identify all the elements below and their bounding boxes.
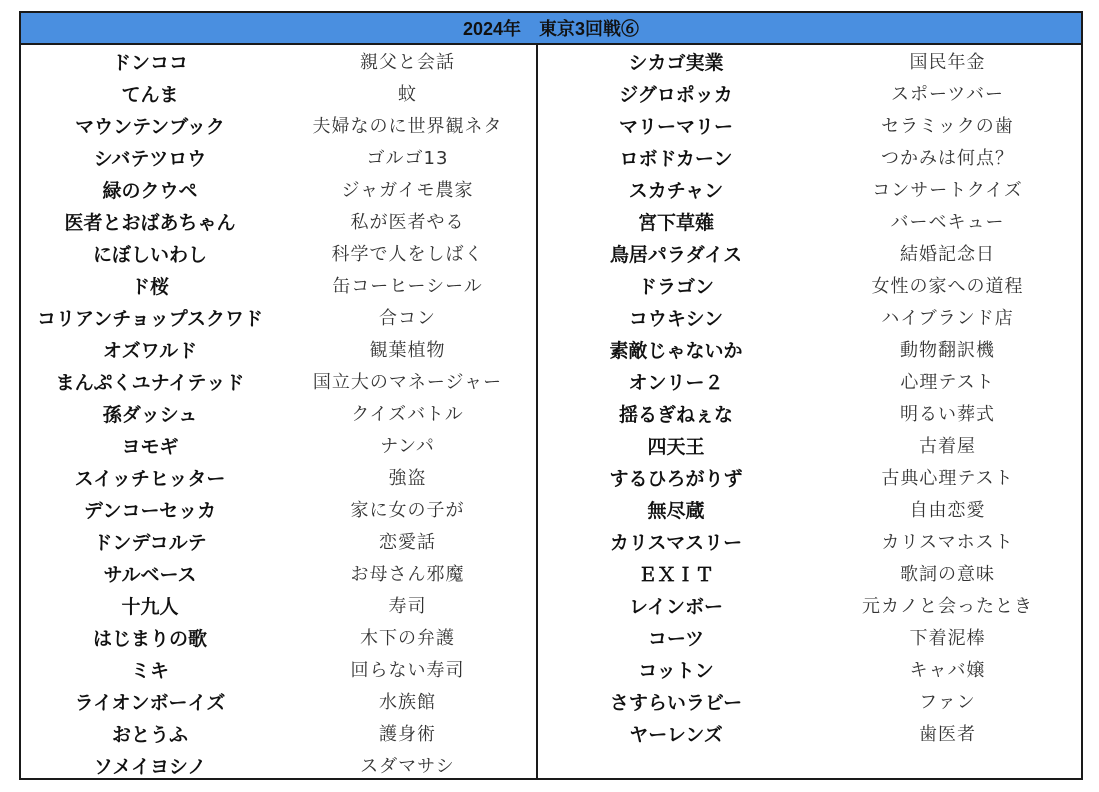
bit-topic: ハイブランド店 xyxy=(881,308,1014,329)
bit-topic: スポーツバー xyxy=(891,84,1004,105)
performer-name: コーツ xyxy=(647,627,705,650)
bit-topic: クイズバトル xyxy=(351,404,464,425)
performer-name: さすらいラビー xyxy=(609,691,743,714)
bit-topic: 国民年金 xyxy=(909,52,986,73)
table-row xyxy=(538,589,1081,621)
table-row xyxy=(21,621,536,653)
performer-name: ヨモギ xyxy=(121,435,179,458)
bit-topic: ゴルゴ13 xyxy=(366,148,449,169)
table-row xyxy=(538,685,1081,717)
table-row xyxy=(21,173,536,205)
performer-name: ライオンボーイズ xyxy=(74,691,226,714)
bit-topic: 水族館 xyxy=(379,692,436,713)
bit-topic: 夫婦なのに世界観ネタ xyxy=(312,116,503,137)
table-row xyxy=(21,589,536,621)
table-row xyxy=(21,749,536,781)
performer-name: スカチャン xyxy=(628,179,724,202)
bit-topic: 下着泥棒 xyxy=(909,628,986,649)
performer-name: ド桜 xyxy=(130,275,169,298)
bit-topic: 缶コーヒーシール xyxy=(332,276,483,297)
table-row xyxy=(538,333,1081,365)
bit-topic: お母さん邪魔 xyxy=(350,564,465,585)
performer-name: にぼしいわし xyxy=(92,243,207,266)
bit-topic: スダマサシ xyxy=(360,756,455,777)
table-row xyxy=(538,397,1081,429)
right-column xyxy=(538,45,1081,778)
performer-name: 孫ダッシュ xyxy=(102,403,198,426)
performer-name: 医者とおばあちゃん xyxy=(64,211,236,234)
table-row xyxy=(21,141,536,173)
table-row xyxy=(538,77,1081,109)
table-row xyxy=(21,557,536,589)
performer-name: ヤーレンズ xyxy=(629,723,723,746)
table-row xyxy=(21,301,536,333)
table-row xyxy=(538,269,1081,301)
performer-name: デンコーセッカ xyxy=(83,499,217,522)
bit-topic: 元カノと会ったとき xyxy=(862,596,1033,617)
performer-name: はじまりの歌 xyxy=(92,627,207,650)
table-row xyxy=(538,141,1081,173)
table-row xyxy=(21,461,536,493)
bit-topic: 観葉植物 xyxy=(369,340,446,361)
table-row xyxy=(21,429,536,461)
table-row xyxy=(21,525,536,557)
performer-name: ドンデコルテ xyxy=(93,531,207,554)
bit-topic: 女性の家への道程 xyxy=(871,276,1024,297)
performer-name: ジグロポッカ xyxy=(619,83,733,106)
performer-name: オズワルド xyxy=(102,339,198,362)
table-row xyxy=(538,429,1081,461)
table-row xyxy=(21,397,536,429)
table-row xyxy=(538,237,1081,269)
table-row xyxy=(21,77,536,109)
bit-topic: 合コン xyxy=(379,308,436,329)
bit-topic: 結婚記念日 xyxy=(900,244,995,265)
performer-name: 鳥居パラダイス xyxy=(609,243,743,266)
performer-name: 揺るぎねぇな xyxy=(618,403,733,426)
table-row xyxy=(538,653,1081,685)
performer-name: サルベース xyxy=(103,563,197,586)
bit-topic: 寿司 xyxy=(388,596,427,617)
performer-name: レインボー xyxy=(628,595,724,618)
table-row xyxy=(538,621,1081,653)
bit-topic: 強盗 xyxy=(388,468,427,489)
performer-name: 四天王 xyxy=(647,435,705,458)
performer-name: おとうふ xyxy=(111,723,188,746)
performer-name: コリアンチョップスクワド xyxy=(37,307,263,330)
performer-name: するひろがりず xyxy=(609,467,743,490)
bit-topic: 護身術 xyxy=(379,724,436,745)
bit-topic: カリスマホスト xyxy=(881,532,1014,553)
bit-topic: ナンパ xyxy=(380,436,435,457)
performer-name: シバテツロウ xyxy=(93,147,207,170)
table-row xyxy=(538,461,1081,493)
performer-name: 十九人 xyxy=(121,595,179,618)
bit-topic: 恋愛話 xyxy=(379,532,436,553)
performer-name: ＥＸＩＴ xyxy=(637,563,714,586)
table-row xyxy=(21,365,536,397)
table-row xyxy=(538,173,1081,205)
matchup-table xyxy=(19,11,1083,780)
bit-topic: 歯医者 xyxy=(919,724,976,745)
table-row xyxy=(21,685,536,717)
table-row xyxy=(21,493,536,525)
bit-topic: 国立大のマネージャー xyxy=(312,372,503,393)
left-column xyxy=(21,45,538,778)
bit-topic: 親父と会話 xyxy=(360,52,455,73)
performer-name: ドンココ xyxy=(111,51,188,74)
bit-topic: ファン xyxy=(919,692,976,713)
table-row xyxy=(21,45,536,77)
performer-name: 素敵じゃないか xyxy=(609,339,743,362)
table-title: 2024年 東京3回戦⑥ xyxy=(462,19,640,39)
table-row xyxy=(21,269,536,301)
bit-topic: つかみは何点？ xyxy=(881,148,1014,169)
performer-name: マウンテンブック xyxy=(75,115,225,138)
table-row xyxy=(538,717,1081,749)
bit-topic: 蚊 xyxy=(398,84,417,105)
bit-topic: 歌詞の意味 xyxy=(900,564,995,585)
bit-topic: 家に女の子が xyxy=(350,500,465,521)
bit-topic: 木下の弁護 xyxy=(360,628,455,649)
performer-name: マリーマリー xyxy=(618,115,733,138)
table-row xyxy=(21,237,536,269)
table-row xyxy=(538,557,1081,589)
bit-topic: バーベキュー xyxy=(890,212,1005,233)
table-row xyxy=(538,301,1081,333)
performer-name: ソメイヨシノ xyxy=(93,755,207,778)
table-row xyxy=(538,365,1081,397)
table-header xyxy=(21,13,1081,45)
performer-name: カリスマスリー xyxy=(609,531,743,554)
bit-topic: キャバ嬢 xyxy=(909,660,986,681)
bit-topic: 私が医者やる xyxy=(350,212,465,233)
bit-topic: セラミックの歯 xyxy=(881,116,1014,137)
table-row xyxy=(538,493,1081,525)
bit-topic: コンサートクイズ xyxy=(872,180,1023,201)
performer-name: 無尽蔵 xyxy=(647,499,705,522)
performer-name: ドラゴン xyxy=(637,275,714,298)
bit-topic: ジャガイモ農家 xyxy=(341,180,474,201)
performer-name: スイッチヒッター xyxy=(74,467,226,490)
performer-name: コウキシン xyxy=(628,307,724,330)
table-row xyxy=(538,205,1081,237)
performer-name: まんぷくユナイテッド xyxy=(55,371,245,394)
bit-topic: 回らない寿司 xyxy=(350,660,465,681)
table-row xyxy=(21,109,536,141)
table-row xyxy=(21,205,536,237)
bit-topic: 科学で人をしばく xyxy=(331,244,484,265)
table-row xyxy=(538,525,1081,557)
table-body xyxy=(21,45,1081,778)
performer-name: 緑のクウペ xyxy=(102,179,198,202)
bit-topic: 心理テスト xyxy=(900,372,995,393)
performer-name: ミキ xyxy=(130,659,169,682)
performer-name: コットン xyxy=(638,659,714,682)
performer-name: ロボドカーン xyxy=(619,147,733,170)
performer-name: 宮下草薙 xyxy=(637,211,714,234)
table-row xyxy=(538,109,1081,141)
performer-name: シカゴ実業 xyxy=(628,51,724,74)
bit-topic: 明るい葬式 xyxy=(900,404,995,425)
bit-topic: 古着屋 xyxy=(919,436,976,457)
performer-name: オンリー２ xyxy=(628,371,724,394)
table-row xyxy=(21,653,536,685)
table-row xyxy=(538,45,1081,77)
bit-topic: 自由恋愛 xyxy=(909,500,986,521)
bit-topic: 動物翻訳機 xyxy=(900,340,995,361)
table-row xyxy=(21,333,536,365)
performer-name: てんま xyxy=(121,83,179,106)
bit-topic: 古典心理テスト xyxy=(881,468,1014,489)
table-row xyxy=(21,717,536,749)
